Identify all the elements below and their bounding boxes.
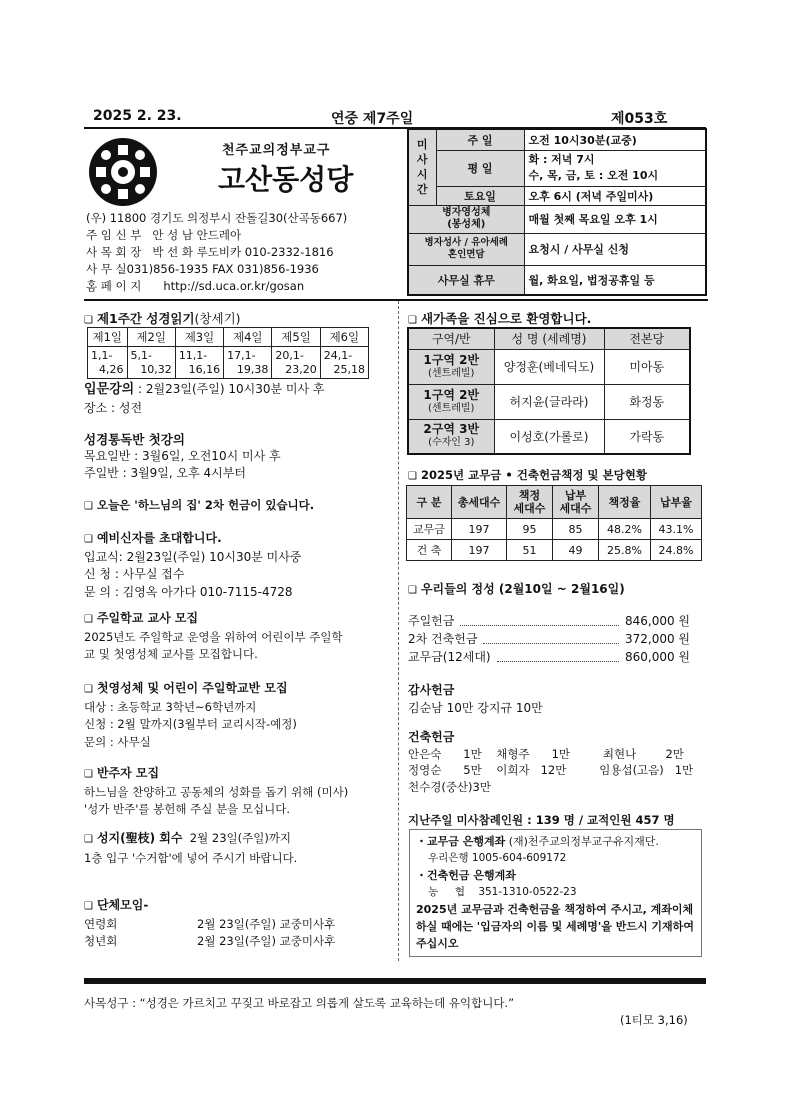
- reading-day: 제4일: [224, 328, 272, 347]
- list-item: 2차 건축헌금 372,000 원: [408, 632, 690, 646]
- reading-day: 제6일: [320, 328, 368, 347]
- sacrament-value: 요청시 / 사무실 신청: [524, 233, 706, 265]
- offerings-list: [408, 612, 690, 666]
- sacrament-label: 병자성사 / 유아세례 혼인면담: [408, 233, 524, 265]
- mass-label-sunday: 주 일: [436, 129, 524, 150]
- mass-label-saturday: 토요일: [436, 186, 524, 205]
- bank-box: ・교무금 은행계좌 (재)천주교의정부교구유지재단. 우리은행 1005-604-609172 ・건축헌금 은행계좌 농 협 351-1310-0522-23 2025년 교무금과 건축헌금을 책정하여 주시고, 계좌이체 하실 때에는 '입금자의 이름 및 세례명'을 반드시 기재하여 주십시오: [409, 829, 702, 957]
- parish-info: [86, 210, 347, 295]
- catechumen-notice: ❑ 예비신자를 초대합니다. 입교식: 2월23일(주일) 10시30분 미사중 신 청 : 사무실 접수 문 의 : 김영옥 아가다 010-7115-4728: [84, 531, 302, 599]
- footer-rule: [84, 978, 706, 984]
- dues-header: 책정 세대수: [507, 486, 553, 519]
- dues-header: 납부율: [651, 486, 702, 519]
- newcomers-heading: ❑ 새가족을 진심으로 환영합니다.: [408, 311, 592, 326]
- intro-lecture: 입문강의 : 2월23일(주일) 10시30분 미사 후 장소 : 성전: [84, 382, 325, 415]
- dues-heading: ❑ 2025년 교무금 • 건축헌금책정 및 본당현황: [408, 468, 647, 482]
- dues-header: 책정율: [599, 486, 651, 519]
- mass-schedule-table: [407, 128, 707, 296]
- newcomers-header: 전본당: [604, 328, 690, 349]
- issue-number: 제053호: [611, 111, 668, 127]
- table-row: 2구역 3반 (수자인 3) 이성호(가롤로) 가락동: [408, 419, 690, 454]
- teacher-notice: ❑ 주일학교 교사 모집 2025년도 주일학교 운영을 위하여 어린이부 주일학 교 및 첫영성체 교사를 모집합니다.: [84, 611, 343, 661]
- dues-header: 총세대수: [452, 486, 507, 519]
- thanks-offering: 감사헌금 김순남 10만 강지규 10만: [408, 683, 543, 715]
- group-row: 청년회 2월 23일(주일) 교중미사후: [84, 934, 336, 948]
- reading-day: 제2일: [127, 328, 175, 347]
- sick-communion-value: 매월 첫째 목요일 오후 1시: [524, 205, 706, 233]
- mass-value-sunday: 오전 10시30분(교중): [524, 129, 706, 150]
- building-offering: 건축헌금 안은숙 1만 채형주 1만 최현나 2만 정영순 5만 이희자 12만 임용섭(고음) 1만 천수경(중산)3만: [408, 730, 694, 794]
- reading-table: [87, 327, 369, 379]
- newcomers-header: 구역/반: [408, 328, 494, 349]
- dues-header: 구 분: [407, 486, 452, 519]
- reading-range: 5,1- 10,32: [127, 347, 175, 379]
- reading-range: 17,1- 19,38: [224, 347, 272, 379]
- reading-range: 24,1- 25,18: [320, 347, 368, 379]
- dues-header: 납부 세대수: [553, 486, 599, 519]
- reading-range: 1,1- 4,26: [88, 347, 128, 379]
- parish-motto: 사목성구 : “성경은 가르치고 꾸짖고 바로잡고 의롭게 살도록 교육하는데 유익합니다.”: [84, 996, 515, 1010]
- reading-day: 제3일: [175, 328, 223, 347]
- office-closed-label: 사무실 휴무: [408, 265, 524, 295]
- motto-reference: (1티모 3,16): [620, 1013, 688, 1027]
- mass-value-saturday: 오후 6시 (저녁 주일미사): [524, 186, 706, 205]
- priest-line: 주 임 신 부 안 성 남 안드레아: [86, 228, 242, 242]
- list-item: 주일헌금 846,000 원: [408, 614, 690, 628]
- table-row: 교무금 197 95 85 48.2% 43.1%: [407, 519, 702, 540]
- table-row: 1구역 2반 (센트레빌) 양정훈(베네딕도) 미아동: [408, 349, 690, 384]
- section-rule: [84, 299, 708, 301]
- newcomers-table: [407, 327, 691, 455]
- groups-notice: ❑ 단체모임- 연령회 2월 23일(주일) 교중미사후 청년회 2월 23일(주일) 교중미사후: [84, 897, 384, 951]
- offerings-heading: ❑ 우리들의 정성 (2월10일 ~ 2월16일): [408, 582, 625, 596]
- mass-value-weekday: 화 : 저녁 7시 수, 목, 금, 토 : 오전 10시: [524, 150, 706, 186]
- reading-day: 제5일: [272, 328, 320, 347]
- bank-note: 2025년 교무금과 건축헌금을 책정하여 주시고, 계좌이체 하실 때에는 '입금자의 이름 및 세례명'을 반드시 기재하여 주십시오: [416, 903, 694, 950]
- table-row: 1구역 2반 (센트레빌) 허지윤(글라라) 화정동: [408, 384, 690, 419]
- collection-notice: ❑ 오늘은 '하느님의 집' 2차 헌금이 있습니다.: [84, 498, 315, 512]
- palm-notice: ❑ 성지(聖枝) 회수 2월 23일(주일)까지 1층 입구 '수거함'에 넣어 주시기 바랍니다.: [84, 831, 298, 865]
- bible-class: 성경통독반 첫강의 목요일반 : 3월6일, 오전10시 미사 후 주일반 : 3월9일, 오후 4시부터: [84, 432, 281, 480]
- attendance: 지난주일 미사참례인원 : 139 명 / 교적인원 457 명: [408, 813, 675, 827]
- reading-heading: ❑ 제1주간 성경읽기(창세기): [84, 311, 241, 326]
- address: (우) 11800 경기도 의정부시 잔돌길30(산곡동667): [86, 211, 348, 225]
- homepage-line: 홈 페 이 지 http://sd.uca.or.kr/gosan: [86, 279, 305, 293]
- list-item: 교무금(12세대) 860,000 원: [408, 650, 690, 664]
- issue-date: 2025 2. 23.: [93, 108, 182, 124]
- group-row: 연령회 2월 23일(주일) 교중미사후: [84, 916, 336, 931]
- communion-notice: ❑ 첫영성체 및 어린이 주일학교반 모집 대상 : 초등학교 3학년~6학년까지 신청 : 2월 말까지(3월부터 교리시작-예정) 문의 : 사무실: [84, 681, 297, 749]
- parish-logo: [88, 137, 158, 207]
- mass-side-label: 미 사 시 간: [408, 129, 436, 205]
- liturgical-week: 연중 제7주일: [331, 111, 414, 127]
- office-line: 사 무 실031)856-1935 FAX 031)856-1936: [86, 262, 319, 276]
- parish-name: 고산동성당: [218, 163, 354, 196]
- column-divider: [398, 301, 399, 961]
- newcomers-header: 성 명 (세례명): [494, 328, 604, 349]
- reading-day: 제1일: [88, 328, 128, 347]
- council-line: 사 목 회 장 박 선 화 루도비카 010-2332-1816: [86, 245, 334, 259]
- dues-table: [406, 485, 702, 561]
- table-row: 건 축 197 51 49 25.8% 24.8%: [407, 540, 702, 561]
- reading-range: 11,1- 16,16: [175, 347, 223, 379]
- office-closed-value: 월, 화요일, 법정공휴일 등: [524, 265, 706, 295]
- accompanist-notice: ❑ 반주자 모집 하느님을 찬양하고 공동체의 성화를 돕기 위해 (미사) '성가 반주'를 봉헌해 주실 분을 모십니다.: [84, 766, 349, 816]
- reading-range: 20,1- 23,20: [272, 347, 320, 379]
- mass-label-weekday: 평 일: [436, 150, 524, 186]
- diocese-name: 천주교의정부교구: [222, 143, 331, 158]
- sick-communion-label: 병자영성체 (봉성체): [408, 205, 524, 233]
